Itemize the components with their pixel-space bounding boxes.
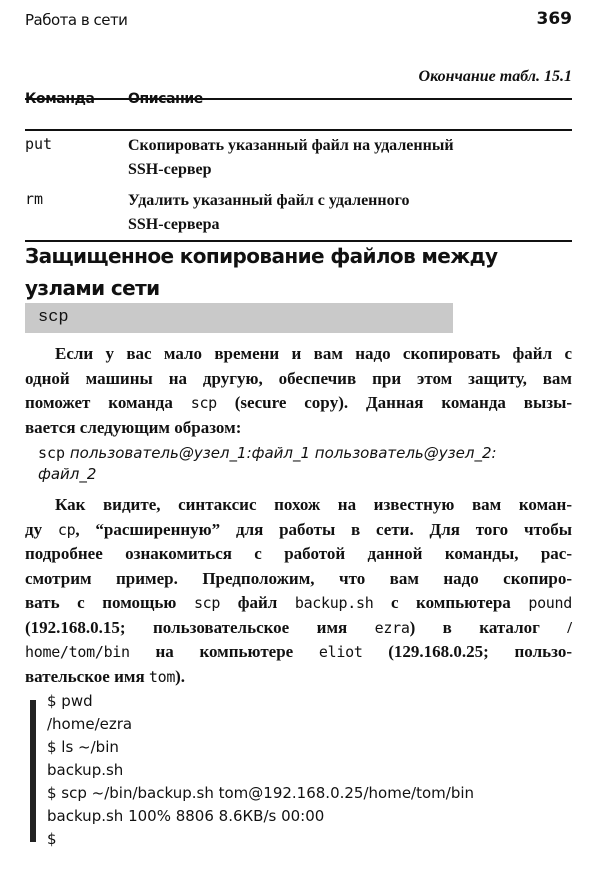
paragraph-line bbox=[25, 640, 572, 665]
column-header-description: Описание bbox=[128, 91, 203, 107]
page-number: 369 bbox=[536, 9, 572, 29]
terminal-listing bbox=[47, 690, 474, 851]
paragraph-line bbox=[25, 616, 572, 641]
paragraph-line bbox=[25, 391, 572, 416]
paragraph-line bbox=[25, 416, 572, 441]
inline-code: ezra bbox=[374, 618, 410, 637]
command-banner bbox=[25, 303, 453, 333]
text-run: (129.168.0.25; пользо- bbox=[362, 642, 572, 661]
text-run: поможет команда bbox=[25, 393, 191, 412]
table-cell-description bbox=[128, 189, 558, 237]
inline-code: scp bbox=[190, 394, 217, 412]
table-caption: Окончание табл. 15.1 bbox=[418, 68, 572, 85]
syntax-command: scp bbox=[38, 444, 66, 462]
paragraph-line bbox=[25, 493, 572, 518]
text-run: (secure copy). Данная команда вызы- bbox=[216, 393, 572, 412]
text-run: вается следующим образом: bbox=[25, 417, 242, 437]
paragraph-line bbox=[25, 518, 572, 543]
terminal-line: $ scp ~/bin/backup.sh tom@192.168.0.25/home/tom/bin bbox=[47, 784, 475, 802]
table-top-rule bbox=[25, 98, 572, 100]
syntax-example bbox=[38, 443, 497, 485]
inline-code: eliot bbox=[318, 643, 363, 661]
text-run: файл bbox=[220, 593, 295, 612]
heading-line: узлами сети bbox=[25, 276, 160, 300]
paragraph-intro bbox=[25, 342, 572, 440]
description-line: SSH-сервера bbox=[128, 216, 220, 233]
section-heading bbox=[25, 240, 565, 304]
paragraph-line bbox=[25, 367, 572, 392]
syntax-args: пользователь@узел_1:файл_1 пользователь@узел_2: bbox=[65, 444, 497, 462]
inline-code: home/tom/bin bbox=[25, 643, 130, 661]
text-run: на компьютере bbox=[129, 642, 319, 661]
terminal-line: backup.sh bbox=[47, 761, 124, 779]
terminal-line: $ bbox=[47, 830, 57, 848]
terminal-line: /home/ezra bbox=[47, 715, 133, 733]
text-run: (192.168.0.15; пользовательское имя bbox=[25, 617, 375, 637]
text-run: ду bbox=[25, 519, 58, 539]
text-run: с компьютера bbox=[373, 593, 529, 612]
paragraph-line bbox=[25, 665, 572, 690]
text-run: вать с помощью bbox=[25, 593, 194, 612]
text-run: Как видите, синтаксис похож на известную вам коман- bbox=[55, 495, 572, 514]
terminal-line: backup.sh 100% 8806 8.6КВ/s 00:00 bbox=[47, 807, 325, 825]
code-block-bar bbox=[30, 700, 36, 842]
paragraph-line bbox=[25, 591, 572, 616]
text-run: , “расширенную” для работы в сети. Для того чтобы bbox=[75, 519, 572, 539]
running-header-title: Работа в сети bbox=[25, 11, 128, 29]
description-line: SSH-сервер bbox=[128, 161, 212, 178]
text-run: одной машины на другую, обеспечив при этом защиту, вам bbox=[25, 368, 572, 388]
table-header-rule bbox=[25, 129, 572, 131]
paragraph-line bbox=[25, 542, 572, 567]
description-line: Скопировать указанный файл на удаленный bbox=[128, 137, 454, 154]
inline-code: scp bbox=[193, 594, 221, 612]
table-cell-command: put bbox=[25, 135, 53, 153]
terminal-line: $ pwd bbox=[47, 692, 93, 710]
table-cell-description bbox=[128, 134, 558, 182]
syntax-args-continued: файл_2 bbox=[38, 465, 97, 483]
table-cell-command: rm bbox=[25, 190, 44, 208]
paragraph-line bbox=[25, 567, 572, 592]
paragraph-line bbox=[25, 342, 572, 367]
text-run: подробнее ознакомиться с работой данной команды, рас- bbox=[25, 544, 572, 563]
text-run: ). bbox=[175, 666, 186, 686]
text-run: вательское имя bbox=[25, 666, 149, 686]
paragraph-example bbox=[25, 493, 572, 689]
terminal-line: $ ls ~/bin bbox=[47, 738, 119, 756]
text-run: Если у вас мало времени и вам надо скопировать файл с bbox=[55, 344, 572, 363]
column-header-command: Команда bbox=[25, 91, 95, 107]
text-run: смотрим пример. Предположим, что вам надо скопиро- bbox=[25, 568, 572, 588]
inline-code: cp bbox=[57, 520, 76, 539]
description-line: Удалить указанный файл с удаленного bbox=[128, 192, 410, 209]
text-run: ) в каталог / bbox=[409, 617, 572, 637]
inline-code: pound bbox=[528, 594, 572, 612]
inline-code: tom bbox=[148, 667, 176, 686]
inline-code: backup.sh bbox=[294, 594, 374, 612]
heading-line: Защищенное копирование файлов между bbox=[25, 244, 498, 268]
command-name: scp bbox=[38, 308, 69, 327]
